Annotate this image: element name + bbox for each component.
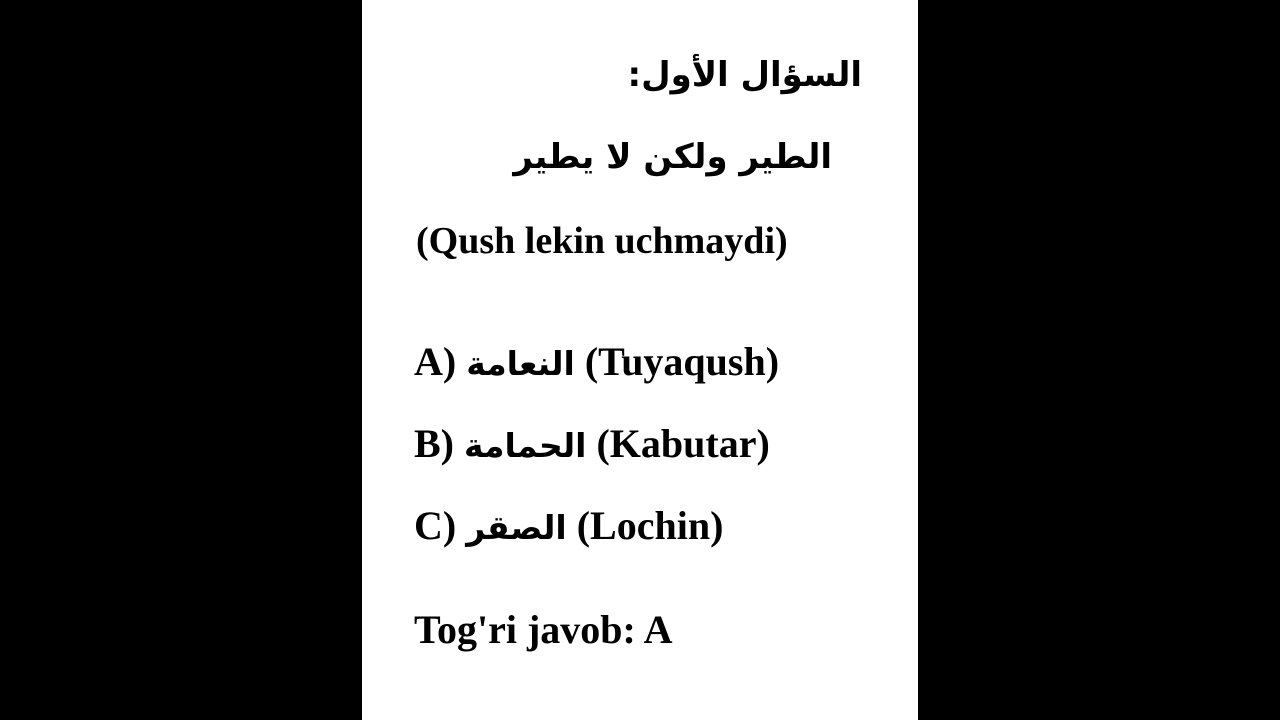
option-b	[414, 421, 770, 466]
option-letter: B)	[414, 421, 454, 466]
question-translation: (Qush lekin uchmaydi)	[416, 220, 788, 262]
option-a	[414, 339, 780, 384]
option-translation: (Tuyaqush)	[584, 339, 780, 384]
option-c	[414, 503, 724, 548]
option-translation: (Kabutar)	[596, 421, 770, 466]
correct-answer: Tog'ri javob: A	[414, 607, 673, 652]
option-arabic: الحمامة	[464, 426, 587, 465]
option-translation: (Lochin)	[576, 503, 724, 548]
question-arabic-text: الطير ولكن لا يطير	[513, 137, 832, 177]
question-page	[362, 0, 918, 720]
option-letter: A)	[414, 339, 457, 384]
option-arabic: النعامة	[466, 344, 575, 383]
option-arabic: الصقر	[466, 508, 567, 547]
option-letter: C)	[414, 503, 457, 548]
question-heading: السؤال الأول:	[627, 55, 862, 95]
